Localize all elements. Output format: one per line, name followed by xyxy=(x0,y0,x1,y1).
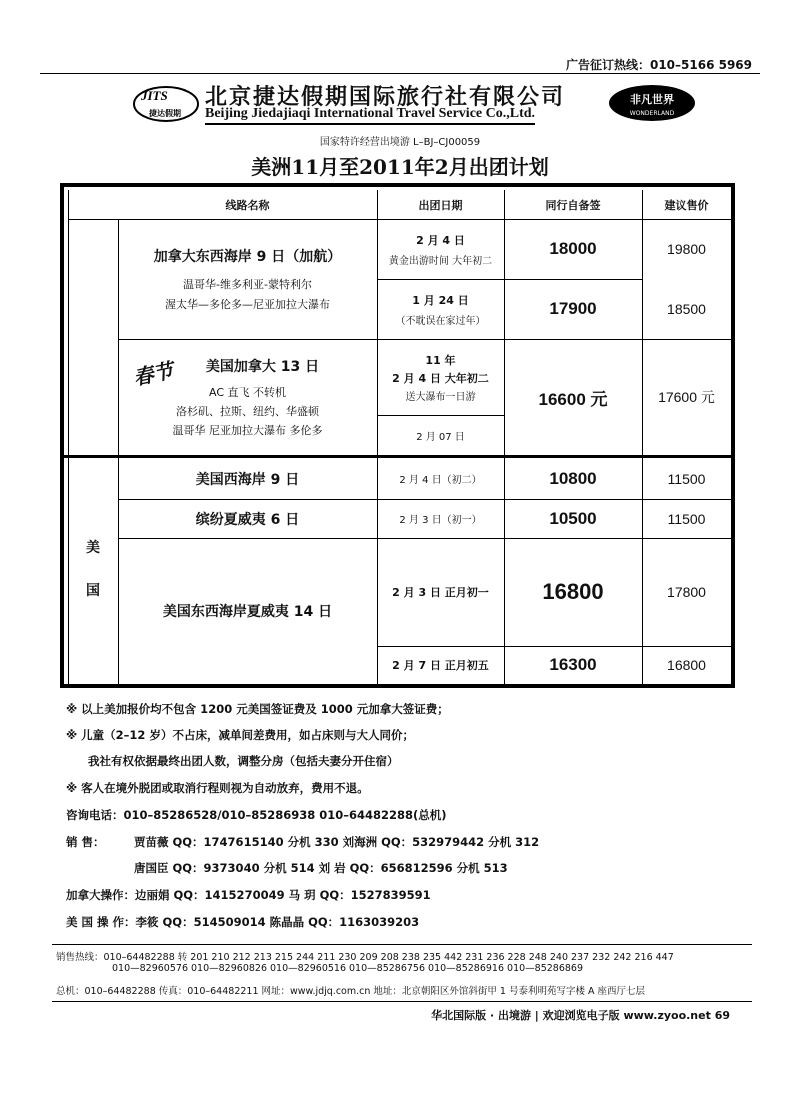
visa-price-canada-2: 17900 xyxy=(549,299,597,318)
header-date: 出团日期 xyxy=(418,198,463,212)
date-hawaii: 2 月 3 日（初一） xyxy=(399,515,482,526)
route-us-hawaii-14d: 美国东西海岸夏威夷 14 日 xyxy=(162,604,333,620)
sales-hotline-box xyxy=(52,944,752,1002)
header-price: 建议售价 xyxy=(664,198,709,212)
suggested-price-hawaii: 11500 xyxy=(667,510,706,527)
note-children: ※ 儿童（2–12 岁）不占床，减单间差费用，如占床则与大人同价； xyxy=(66,728,414,742)
suggested-price-canada-2: 18500 xyxy=(667,301,706,317)
route-canada-9d: 加拿大东西海岸 9 日（加航） 温哥华-维多利亚-蒙特利尔 渥太华—多伦多—尼亚加拉大瀑布 xyxy=(153,249,342,311)
plan-title: 美洲11月至2011年2月出团计划 xyxy=(251,155,549,179)
section-label-us-2: 国 xyxy=(86,583,100,599)
date-us-canada-1: 11 年 2 月 4 日 大年初二 送大瀑布一日游 xyxy=(392,353,489,403)
sales-contact-1: 贾苗薇 QQ：1747615140 分机 330 刘海洲 QQ：532979442 分机 312 xyxy=(134,835,540,849)
usa-ops-contact: 美 国 操 作：李筱 QQ：514509014 陈晶晶 QQ：1163039203 xyxy=(66,915,420,929)
svg-text:非凡世界: 非凡世界 xyxy=(630,93,674,106)
consult-phone: 咨询电话：010–85286528/010–85286938 010–64482288(总机) xyxy=(66,808,447,822)
sales-label: 销 售： xyxy=(66,835,105,849)
route-us-west-9d: 美国西海岸 9 日 xyxy=(195,471,300,488)
spring-festival-stamp: 春节 xyxy=(131,358,176,390)
date-us-canada-2: 2 月 07 日 xyxy=(416,431,465,443)
company-name-cn: 北京捷达假期国际旅行社有限公司 xyxy=(205,84,566,110)
canada-ops-contact: 加拿大操作：边丽娟 QQ：1415270049 马 玥 QQ：1527839591 xyxy=(66,888,431,902)
company-name-en: Beijing Jiedajiaqi International Travel Service Co.,Ltd. xyxy=(205,106,535,125)
svg-text:捷达假期: 捷达假期 xyxy=(149,109,181,118)
sales-contact-2: 唐国臣 QQ：9373040 分机 514 刘 岩 QQ：656812596 分机 513 xyxy=(134,861,508,875)
sales-hotline-line1: 销售热线：010–64482288 转 201 210 212 213 215 244 211 230 209 208 238 235 442 231 236 228 248 240 237 232 242 216 447 xyxy=(56,952,674,963)
suggested-price-us-west: 11500 xyxy=(667,470,706,487)
visa-price-us-canada: 16600 元 xyxy=(538,389,608,409)
suggested-price-us-canada: 17600 元 xyxy=(658,389,715,405)
date-canada-2: 1 月 24 日 （不耽误在家过年） xyxy=(395,293,486,327)
visa-price-canada-1: 18000 xyxy=(549,239,597,258)
license-number: 国家特许经营出境游 L–BJ–CJ00059 xyxy=(319,137,481,148)
date-us-hawaii-1: 2 月 3 日 正月初一 xyxy=(392,586,489,599)
visa-price-hawaii: 10500 xyxy=(549,508,597,528)
date-us-hawaii-2: 2 月 7 日 正月初五 xyxy=(392,659,489,672)
top-divider xyxy=(40,73,760,74)
wonderland-logo-icon xyxy=(608,84,696,122)
header-route: 线路名称 xyxy=(225,198,270,212)
date-canada-1: 2 月 4 日 黄金出游时间 大年初二 xyxy=(388,233,493,267)
ad-hotline: 广告征订热线：010–5166 5969 xyxy=(565,58,752,72)
note-visa-fee: ※ 以上美加报价均不包含 1200 元美国签证费及 1000 元加拿大签证费； xyxy=(66,702,449,716)
suggested-price-us-hawaii-2: 16800 xyxy=(667,657,706,673)
sales-hotline-line2: 010—82960576 010—82960826 010—82960516 010—85286756 010—85286916 010—85286869 xyxy=(112,963,584,974)
suggested-price-us-hawaii-1: 17800 xyxy=(667,584,706,600)
visa-price-us-west: 10800 xyxy=(549,468,597,488)
page-footer: 华北国际版 · 出境游 | 欢迎浏览电子版 www.zyoo.net 69 xyxy=(431,1009,730,1022)
route-hawaii-6d: 缤纷夏威夷 6 日 xyxy=(195,511,300,528)
visa-price-us-hawaii-2: 16300 xyxy=(549,655,597,674)
date-us-west: 2 月 4 日（初二） xyxy=(399,475,482,486)
company-info-line: 总机：010–64482288 传真：010–64482211 网址：www.jdjq.com.cn 地址：北京朝阳区外馆斜街甲 1 号泰利明苑写字楼 A 座西厅七层 xyxy=(56,986,646,997)
section-label-us-1: 美 xyxy=(86,540,100,556)
note-rooming: 我社有权依据最终出团人数，调整分房（包括夫妻分开住宿） xyxy=(88,754,399,768)
visa-price-us-hawaii-1: 16800 xyxy=(542,579,604,604)
svg-text:JITS: JITS xyxy=(141,88,168,103)
suggested-price-canada-1: 19800 xyxy=(667,241,706,257)
svg-text:WONDERLAND: WONDERLAND xyxy=(629,110,675,117)
header-visa: 同行自备签 xyxy=(545,198,601,212)
route-us-canada-13d: 美国加拿大 13 日 AC 直飞 不转机 洛杉矶、拉斯、纽约、华盛顿 温哥华 尼亚加拉大瀑布 多伦多 xyxy=(172,359,323,437)
jits-logo-icon xyxy=(131,82,201,124)
note-cancel: ※ 客人在境外脱团或取消行程则视为自动放弃，费用不退。 xyxy=(66,781,369,795)
